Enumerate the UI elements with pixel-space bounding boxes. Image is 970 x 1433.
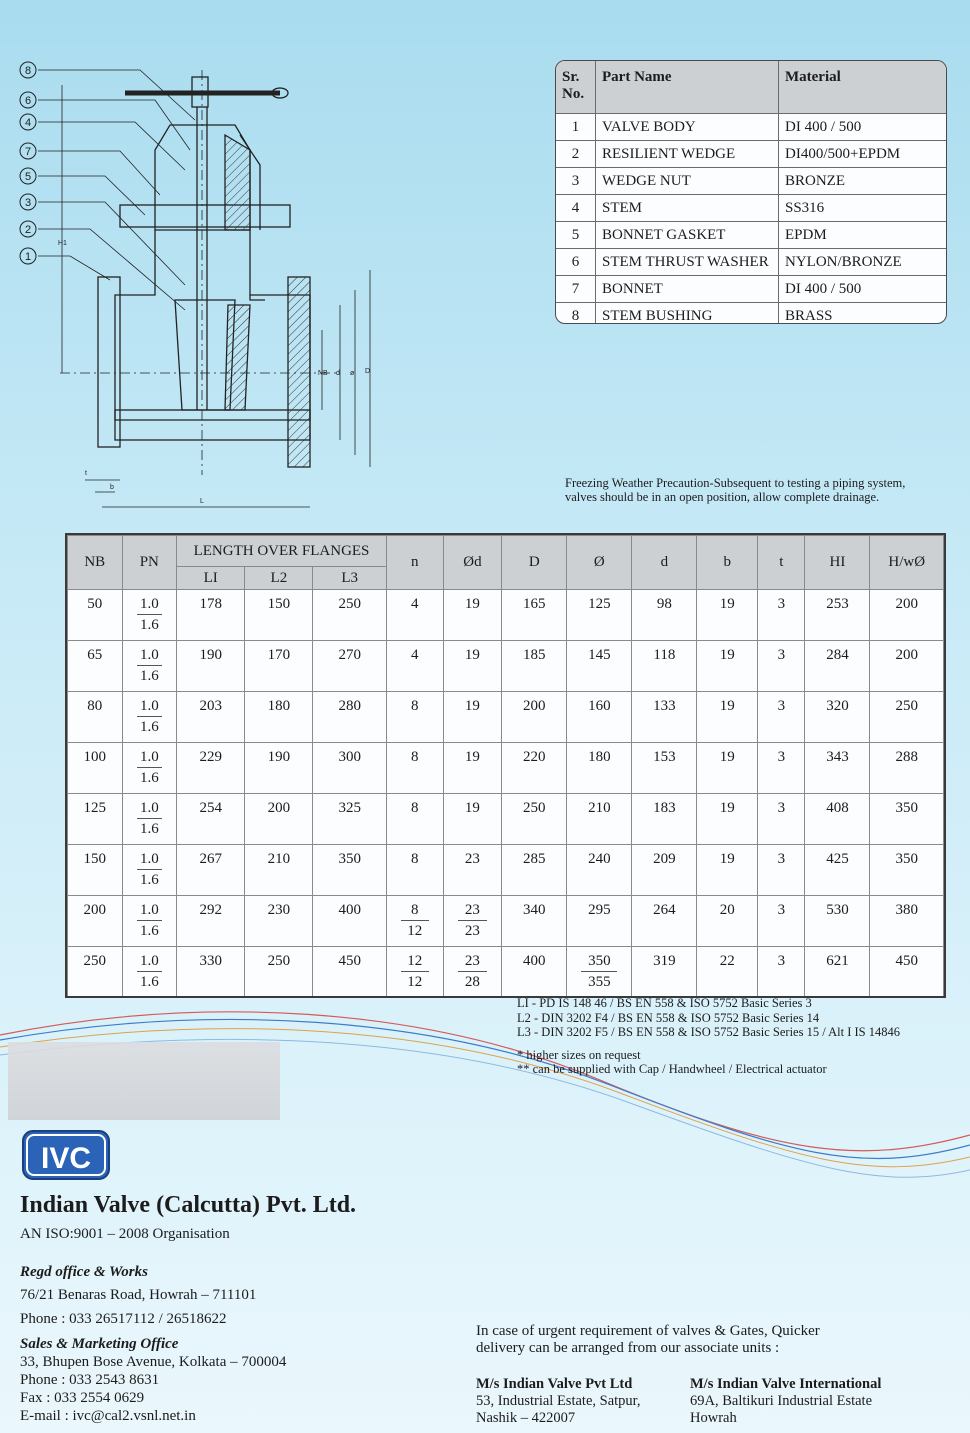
cell-pn-lower: 1.6 (139, 617, 159, 633)
cell-hi: 253 (805, 590, 870, 641)
cell-l2: 150 (245, 590, 313, 641)
cell-t: 3 (758, 947, 805, 998)
cell-pn (122, 845, 177, 896)
parts-part-name: STEM BUSHING (596, 303, 779, 325)
dim-nb: NB (318, 370, 328, 377)
header-length-over-flanges: LENGTH OVER FLANGES (177, 536, 387, 567)
table-row (68, 845, 944, 896)
cell-hi: 530 (805, 896, 870, 947)
sales-email: E-mail : ivc@cal2.vsnl.net.in (20, 1408, 196, 1424)
callout-4: 4 (24, 117, 32, 129)
parts-sr: 8 (556, 303, 596, 325)
svg-text:IVC: IVC (40, 1142, 92, 1175)
cell-od (443, 998, 502, 999)
associate-nashik (476, 1376, 641, 1427)
cell-l2: 170 (245, 641, 313, 692)
cell-l1 (177, 998, 245, 999)
dim-h1: H1 (58, 240, 67, 247)
cell-D: 200 (502, 692, 567, 743)
parts-material: NYLON/BRONZE (779, 249, 947, 276)
cell-pn-upper: 1.0 (137, 696, 163, 717)
cell-l2: 180 (245, 692, 313, 743)
cell-D: 400 (502, 947, 567, 998)
parts-part-name: BONNET (596, 276, 779, 303)
urgent-note (476, 1323, 896, 1357)
cell-l3: 350 (313, 845, 386, 896)
table-row (68, 947, 944, 998)
cell-pn (122, 794, 177, 845)
callout-3: 3 (24, 197, 32, 209)
cell-t: 3 (758, 794, 805, 845)
freezing-note-line: Freezing Weather Precaution-Subsequent to testing a piping system, (565, 476, 906, 490)
associate-address: Nashik – 422007 (476, 1410, 576, 1426)
cell-hwo: 200 (870, 590, 944, 641)
regd-address: 76/21 Benaras Road, Howrah – 711101 (20, 1287, 257, 1303)
cell-pn-upper: 1.0 (137, 900, 163, 921)
callout-8: 8 (24, 65, 32, 77)
regd-heading: Regd office & Works (20, 1264, 148, 1280)
cell-d: 133 (632, 692, 697, 743)
header-D: D (502, 536, 567, 590)
cell-o: 125 (567, 590, 632, 641)
cell-d: 264 (632, 896, 697, 947)
cell-od-upper: 23 (458, 900, 488, 921)
parts-part-name: RESILIENT WEDGE (596, 141, 779, 168)
cell-pn-lower: 1.6 (139, 923, 159, 939)
cell-pn (122, 998, 177, 999)
cell-l3: 270 (313, 641, 386, 692)
cell-hi: 621 (805, 947, 870, 998)
cell-od: 19 (443, 590, 502, 641)
cell-od: 19 (443, 794, 502, 845)
parts-part-name: STEM (596, 195, 779, 222)
cell-n-lower: 12 (407, 974, 423, 990)
standard-l2: L2 - DIN 3202 F4 / BS EN 558 & ISO 5752 Basic Series 14 (517, 1010, 820, 1025)
cell-hwo: 200 (870, 641, 944, 692)
callout-2: 2 (24, 224, 32, 236)
parts-header-part: Part Name (596, 61, 779, 114)
associate-address: Howrah (690, 1410, 737, 1426)
cell-hi: 320 (805, 692, 870, 743)
cell-o (567, 947, 632, 998)
cell-nb: 65 (68, 641, 123, 692)
parts-sr: 2 (556, 141, 596, 168)
parts-sr: 4 (556, 195, 596, 222)
cell-n: 8 (386, 692, 443, 743)
sales-address: 33, Bhupen Bose Avenue, Kolkata – 700004 (20, 1354, 287, 1370)
cell-od (443, 896, 502, 947)
cell-D: 185 (502, 641, 567, 692)
dim-d: d (336, 370, 340, 377)
cell-o: 160 (567, 692, 632, 743)
cell-pn (122, 590, 177, 641)
cell-b: 19 (697, 590, 758, 641)
regd-office (20, 1263, 256, 1328)
parts-sr: 1 (556, 114, 596, 141)
cell-od: 19 (443, 743, 502, 794)
parts-header-sr: Sr. No. (556, 61, 596, 114)
cell-pn-upper: 1.0 (137, 645, 163, 666)
header-nb: NB (68, 536, 123, 590)
cell-pn-lower: 1.6 (139, 821, 159, 837)
header-t: t (758, 536, 805, 590)
cell-t: 3 (758, 641, 805, 692)
header-l3: L3 (313, 567, 386, 590)
cell-pn (122, 947, 177, 998)
cell-l3: 280 (313, 692, 386, 743)
cell-nb: 200 (68, 896, 123, 947)
cell-pn-lower: 1.6 (139, 872, 159, 888)
cell-d: 98 (632, 590, 697, 641)
cell-l3: 250 (313, 590, 386, 641)
cell-pn-lower: 1.6 (139, 974, 159, 990)
urgent-line: In case of urgent requirement of valves & Gates, Quicker (476, 1323, 820, 1339)
sales-office (20, 1335, 286, 1425)
cell-hwo: 288 (870, 743, 944, 794)
cell-pn-upper: 1.0 (137, 798, 163, 819)
cell-nb: 250 (68, 947, 123, 998)
cell-D: 250 (502, 794, 567, 845)
associate-name: M/s Indian Valve International (690, 1376, 882, 1392)
cell-l1: 190 (177, 641, 245, 692)
parts-material: EPDM (779, 222, 947, 249)
callout-5: 5 (24, 171, 32, 183)
parts-material: SS316 (779, 195, 947, 222)
header-l1: LI (177, 567, 245, 590)
cell-n (386, 998, 443, 999)
header-o: Ø (567, 536, 632, 590)
cell-l2: 230 (245, 896, 313, 947)
cell-pn-upper: 1.0 (137, 951, 163, 972)
parts-part-name: VALVE BODY (596, 114, 779, 141)
cell-od: 19 (443, 641, 502, 692)
note-higher-sizes: * higher sizes on request (517, 1047, 641, 1062)
cell-t: 3 (758, 590, 805, 641)
cell-t: 3 (758, 692, 805, 743)
cell-n-upper: 12 (401, 951, 429, 972)
cell-l1: 178 (177, 590, 245, 641)
header-n: n (386, 536, 443, 590)
table-row (68, 692, 944, 743)
cell-hi: 408 (805, 794, 870, 845)
cell-od-lower: 28 (464, 974, 480, 990)
cell-pn-lower: 1.6 (139, 770, 159, 786)
cell-o: 240 (567, 845, 632, 896)
standard-l3: L3 - DIN 3202 F5 / BS EN 558 & ISO 5752 Basic Series 15 / Alt I IS 14846 (517, 1025, 900, 1039)
cell-d: 209 (632, 845, 697, 896)
cell-n-upper: 8 (401, 900, 429, 921)
cell-nb: 125 (68, 794, 123, 845)
urgent-line: delivery can be arranged from our associate units : (476, 1340, 780, 1356)
cell-nb (68, 998, 123, 999)
cell-pn-lower: 1.6 (139, 719, 159, 735)
cell-nb: 100 (68, 743, 123, 794)
cell-d: 183 (632, 794, 697, 845)
pasted-label (8, 1042, 280, 1120)
callout-7: 7 (24, 146, 32, 158)
cell-od: 23 (443, 845, 502, 896)
cell-l2: 200 (245, 794, 313, 845)
company-name: Indian Valve (Calcutta) Pvt. Ltd. (20, 1192, 357, 1218)
cell-n (386, 947, 443, 998)
cell-od (443, 947, 502, 998)
associate-howrah (690, 1376, 881, 1427)
cell-d: 118 (632, 641, 697, 692)
table-row (68, 743, 944, 794)
cell-o: 210 (567, 794, 632, 845)
cell-b: 19 (697, 845, 758, 896)
cell-b: 20 (697, 896, 758, 947)
cell-d: 319 (632, 947, 697, 998)
cell-l2 (245, 998, 313, 999)
cell-hwo: 450 (870, 947, 944, 998)
gate-valve-drawing (10, 55, 390, 525)
header-hwo: H/wØ (870, 536, 944, 590)
callout-1: 1 (24, 251, 32, 263)
sales-fax: Fax : 033 2554 0629 (20, 1390, 145, 1406)
cell-l2: 250 (245, 947, 313, 998)
freezing-note-line: valves should be in an open position, allow complete drainage. (565, 490, 880, 504)
cell-nb: 80 (68, 692, 123, 743)
cell-l2: 190 (245, 743, 313, 794)
cell-o-upper: 350 (581, 951, 617, 972)
parts-row (556, 222, 946, 249)
cell-o: 180 (567, 743, 632, 794)
cell-pn (122, 692, 177, 743)
cell-n: 8 (386, 845, 443, 896)
parts-part-name: WEDGE NUT (596, 168, 779, 195)
parts-sr: 5 (556, 222, 596, 249)
cell-hwo: 250 (870, 692, 944, 743)
cell-pn (122, 896, 177, 947)
parts-row (556, 141, 946, 168)
cell-nb: 150 (68, 845, 123, 896)
cell-pn-upper: 1.0 (137, 849, 163, 870)
cell-b: 19 (697, 794, 758, 845)
cell-d: 153 (632, 743, 697, 794)
cell-l2: 210 (245, 845, 313, 896)
cell-l1: 203 (177, 692, 245, 743)
dim-L: L (200, 498, 204, 505)
sales-heading: Sales & Marketing Office (20, 1336, 179, 1352)
cell-l3: 325 (313, 794, 386, 845)
cell-l1: 292 (177, 896, 245, 947)
standards-notes (517, 996, 957, 1077)
parts-row (556, 168, 946, 195)
cell-od-lower: 23 (464, 923, 480, 939)
cell-l1: 254 (177, 794, 245, 845)
ivc-logo (22, 1130, 110, 1180)
table-row (68, 896, 944, 947)
parts-sr: 6 (556, 249, 596, 276)
cell-pn-upper: 1.0 (137, 594, 163, 615)
cell-od-upper: 23 (458, 951, 488, 972)
parts-row (556, 303, 946, 325)
cell-t: 3 (758, 743, 805, 794)
parts-row (556, 195, 946, 222)
parts-material: DI400/500+EPDM (779, 141, 947, 168)
cell-n-lower: 12 (407, 923, 423, 939)
cell-t: 3 (758, 896, 805, 947)
cell-D: 220 (502, 743, 567, 794)
parts-part-name: STEM THRUST WASHER (596, 249, 779, 276)
cell-od: 19 (443, 692, 502, 743)
cell-hi: 343 (805, 743, 870, 794)
parts-row (556, 114, 946, 141)
cell-t: 3 (758, 845, 805, 896)
cell-pn-upper: 1.0 (137, 747, 163, 768)
cell-l1: 267 (177, 845, 245, 896)
associate-address: 53, Industrial Estate, Satpur, (476, 1393, 641, 1409)
cell-o: 295 (567, 896, 632, 947)
callout-6: 6 (24, 95, 32, 107)
parts-table (555, 60, 947, 324)
cell-hi: 425 (805, 845, 870, 896)
sales-phone: Phone : 033 2543 8631 (20, 1372, 160, 1388)
cell-pn-lower: 1.6 (139, 668, 159, 684)
cell-n (386, 896, 443, 947)
dim-D: D (365, 368, 371, 375)
parts-sr: 7 (556, 276, 596, 303)
parts-row (556, 249, 946, 276)
parts-material: BRONZE (779, 168, 947, 195)
dimensions-table (65, 533, 946, 998)
header-od: Ød (443, 536, 502, 590)
cell-D: 165 (502, 590, 567, 641)
header-pn: PN (122, 536, 177, 590)
parts-row (556, 276, 946, 303)
header-hi: HI (805, 536, 870, 590)
dim-b: b (110, 484, 114, 491)
cell-hwo: 350 (870, 845, 944, 896)
cell-o-lower: 355 (588, 974, 611, 990)
parts-part-name: BONNET GASKET (596, 222, 779, 249)
parts-material: DI 400 / 500 (779, 276, 947, 303)
cell-hwo: 380 (870, 896, 944, 947)
parts-material: BRASS (779, 303, 947, 325)
cell-D: 285 (502, 845, 567, 896)
cell-b: 19 (697, 641, 758, 692)
cell-n: 4 (386, 590, 443, 641)
cell-n: 8 (386, 743, 443, 794)
cell-hwo: 350 (870, 794, 944, 845)
parts-sr: 3 (556, 168, 596, 195)
cell-l3: 300 (313, 743, 386, 794)
regd-phone: Phone : 033 26517112 / 26518622 (20, 1311, 227, 1327)
cell-n: 4 (386, 641, 443, 692)
cell-b: 22 (697, 947, 758, 998)
freezing-note (565, 476, 965, 504)
header-l2: L2 (245, 567, 313, 590)
cell-hi: 284 (805, 641, 870, 692)
cell-o: 145 (567, 641, 632, 692)
cell-pn (122, 743, 177, 794)
parts-header-material: Material (779, 61, 947, 114)
cell-pn (122, 641, 177, 692)
dim-dia: ø (350, 370, 355, 377)
parts-material: DI 400 / 500 (779, 114, 947, 141)
note-actuator: ** can be supplied with Cap / Handwheel / Electrical actuator (517, 1062, 827, 1076)
cell-n: 8 (386, 794, 443, 845)
table-row (68, 641, 944, 692)
cell-l3: 400 (313, 896, 386, 947)
cell-l1: 229 (177, 743, 245, 794)
cell-nb: 50 (68, 590, 123, 641)
associate-address: 69A, Baltikuri Industrial Estate (690, 1393, 873, 1409)
table-row (68, 590, 944, 641)
cell-l3: 450 (313, 947, 386, 998)
cell-l3 (313, 998, 386, 999)
dim-t: t (85, 470, 87, 477)
cell-b: 19 (697, 743, 758, 794)
standard-l1: LI - PD IS 148 46 / BS EN 558 & ISO 5752 Basic Series 3 (517, 996, 812, 1010)
iso-line: AN ISO:9001 – 2008 Organisation (20, 1226, 230, 1242)
cell-b: 19 (697, 692, 758, 743)
header-d: d (632, 536, 697, 590)
header-b: b (697, 536, 758, 590)
associate-name: M/s Indian Valve Pvt Ltd (476, 1376, 633, 1392)
cell-D: 340 (502, 896, 567, 947)
table-row (68, 794, 944, 845)
cell-l1: 330 (177, 947, 245, 998)
